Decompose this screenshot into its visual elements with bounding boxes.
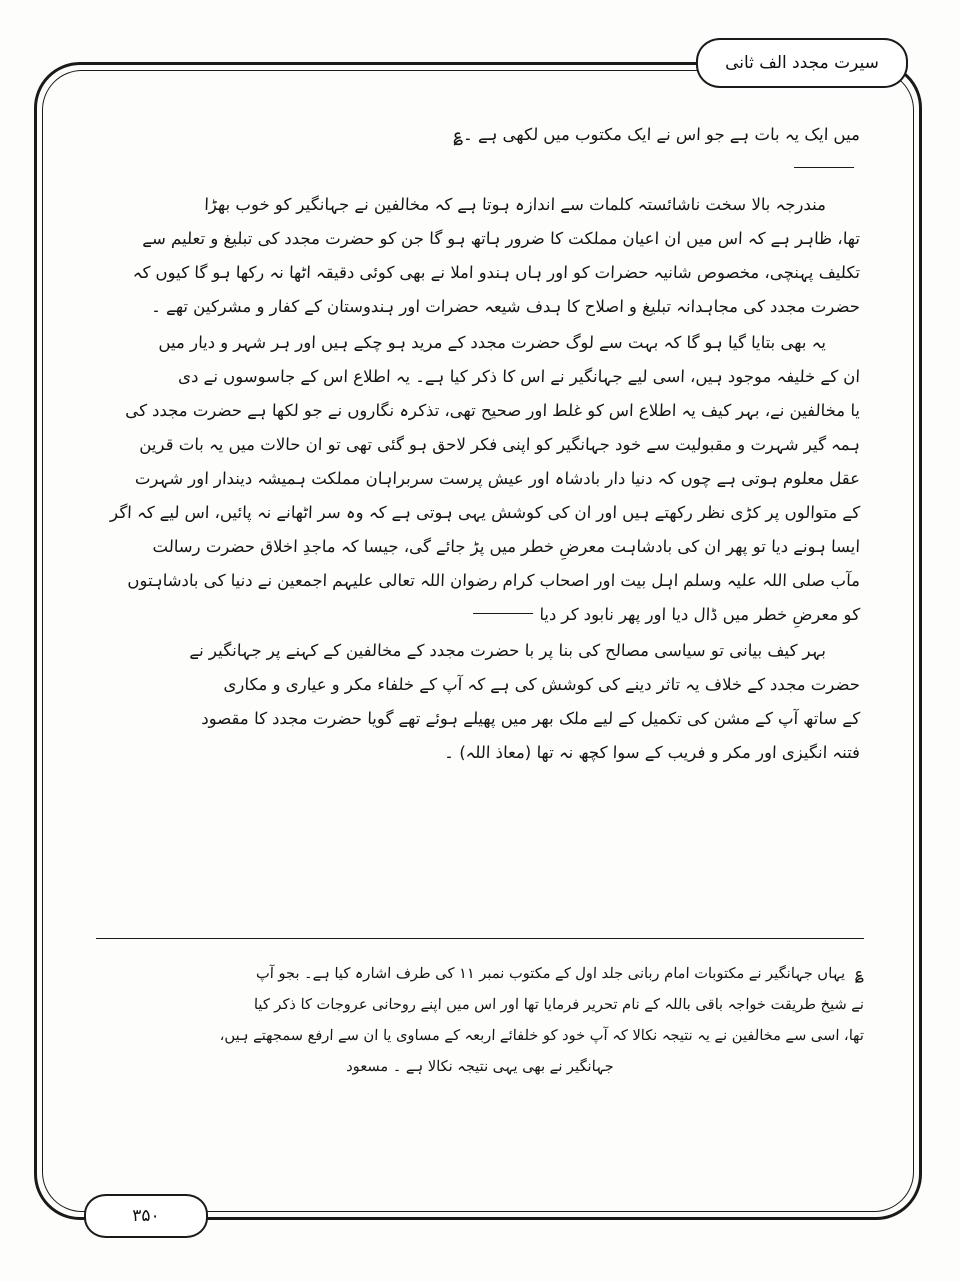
rule-divider — [95, 152, 860, 186]
paragraph-1 — [96, 188, 860, 324]
text-line: کے متوالوں پر کڑی نظر رکھتے ہیں اور ان کی کوشش یہی ہوتی ہے کہ وہ سر اٹھانے نہ پائیں، اس لیے کہ اگر — [109, 503, 861, 522]
text-line: کے ساتھ آپ کے مشن کی تکمیل کے لیے ملک بھر میں پھیلے ہوئے تھے گویا حضرت مجدد کا مقصود — [201, 709, 861, 728]
text-line: حضرت مجدد کے خلاف یہ تاثر دینے کی کوشش کی ہے کہ آپ کے خلفاء مکر و عیاری و مکاری — [223, 675, 861, 694]
paragraph-intro — [96, 118, 860, 186]
text-line: یہ بھی بتایا گیا ہو گا کہ بہت سے لوگ حضرت مجدد کے مرید ہو چکے ہیں اور ہر شہر و دیار میں — [158, 333, 827, 352]
short-rule — [473, 613, 533, 614]
text-line: ان کے خلیفہ موجود ہیں، اسی لیے جہانگیر نے اس کا ذکر کیا ہے۔ یہ اطلاع اس کے جاسوسوں نے دی — [177, 367, 861, 386]
footnote-line-3: تھا، اسی سے مخالفین نے یہ نتیجہ نکالا کہ آپ خود کو خلفائے اربعہ کے مساوی یا ان سے ارفع سمجھتے ہیں، — [219, 1027, 865, 1044]
book-title: سیرت مجدد الف ثانی — [725, 53, 879, 73]
text-line: تھا، ظاہر ہے کہ اس میں ان اعیان مملکت کا ضرور ہاتھ ہو گا جن کو حضرت مجدد کی تبلیغ و تعلیم سے — [142, 229, 861, 248]
header-title-cartouche — [696, 38, 908, 88]
text-line: کو معرضِ خطر میں ڈال دیا اور پھر نابود کر دیا — [539, 605, 861, 624]
footnote-block — [96, 958, 864, 1082]
page-number-cartouche — [84, 1194, 208, 1238]
text-line: حضرت مجدد کی مجاہدانہ تبلیغ و اصلاح کا ہدف شیعہ حضرات اور ہندوستان کے کفار و مشرکین تھے ۔ — [150, 297, 861, 316]
footnote-line-2: نے شیخ طریقت خواجہ باقی باللہ کے نام تحریر فرمایا تھا اور اس میں اپنے روحانی عروجات کا ذکر کیا — [253, 996, 865, 1013]
footnote-marker: ؏ — [854, 964, 865, 982]
text-line: مآب صلی اللہ علیہ وسلم اہل بیت اور اصحاب کرام رضوان اللہ تعالی علیہم اجمعین نے دنیا کی بادشاہتوں — [127, 571, 861, 590]
text-line: عقل معلوم ہوتی ہے چوں کہ دنیا دار بادشاہ اور عیش پرست سربراہان مملکت ہمیشہ دیندار اور شہرت — [134, 469, 861, 488]
text-line: تکلیف پہنچی، مخصوص شانیہ حضرات کو اور ہاں ہندو املا نے بھی کوئی دقیقہ اٹھا نہ رکھا ہو گا کیوں کہ — [132, 263, 861, 282]
short-rule — [794, 167, 854, 168]
footnote-line-1 — [95, 958, 864, 989]
text-line: بہر کیف بیانی تو سیاسی مصالح کی بنا پر با حضرت مجدد کے مخالفین کے کہنے پر جہانگیر نے — [189, 641, 827, 660]
page-number: ۳۵۰ — [132, 1206, 160, 1226]
text-line-with-rule — [95, 598, 860, 632]
text-line: فتنہ انگیزی اور مکر و فریب کے سوا کچھ نہ تھا (معاذ اللہ) ۔ — [444, 743, 861, 762]
text-line: ایسا ہونے دیا تو پھر ان کی بادشاہت معرضِ خطر میں پڑ جائے گی، جیسا کہ ماجدِ اخلاق حضرت رسالت — [152, 537, 861, 556]
text-line: یا مخالفین نے، بہر کیف یہ اطلاع اس کو غلط اور صحیح تھی، تذکرہ نگاروں نے جو لکھا ہے حضرت مجدد کی — [124, 401, 861, 420]
footnote-line-4: جہانگیر نے بھی یہی نتیجہ نکالا ہے ۔ مسعود — [346, 1058, 614, 1075]
paragraph-3 — [96, 634, 860, 770]
paragraph-2 — [96, 326, 860, 632]
text-line: میں ایک یہ بات ہے جو اس نے ایک مکتوب میں لکھی ہے ۔؏ — [453, 125, 861, 144]
footnote-text: یہاں جہانگیر نے مکتوبات امام ربانی جلد اول کے مکتوب نمبر ۱۱ کی طرف اشارہ کیا ہے۔ بجو آپ — [255, 965, 846, 982]
text-line: ہمہ گیر شہرت و مقبولیت سے خود جہانگیر کو اپنی فکر لاحق ہو گئی تھی تو ان حالات میں یہ بات قرین — [139, 435, 861, 454]
footnote-divider — [96, 938, 864, 939]
text-line: مندرجہ بالا سخت ناشائستہ کلمات سے اندازہ ہوتا ہے کہ مخالفین نے جہانگیر کو خوب بھڑا — [204, 195, 827, 214]
